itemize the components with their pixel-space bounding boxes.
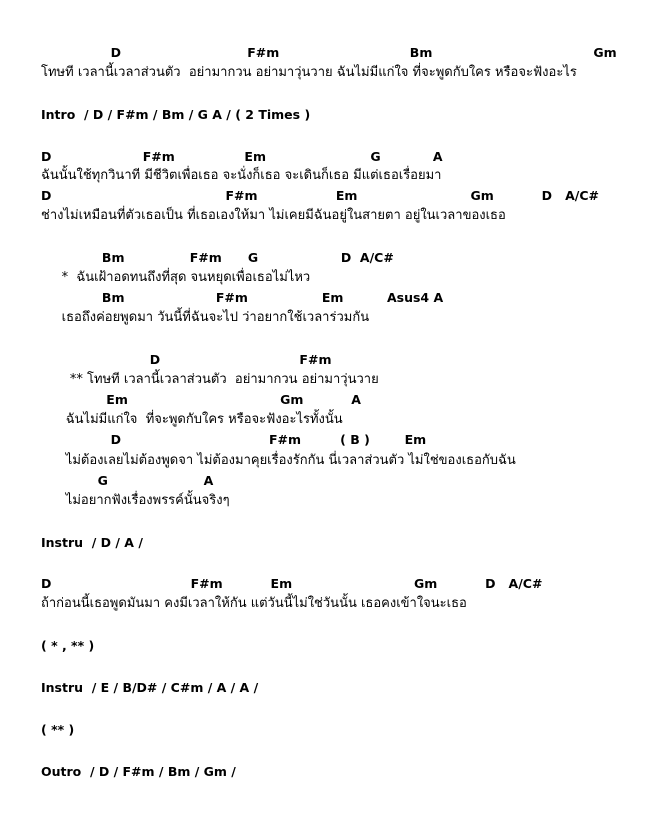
chord-line: D F#m Em Gm D A/C# <box>41 188 600 203</box>
lyric-line: ถ้าก่อนนี้เธอพูดมันมา คงมีเวลาให้กัน แต่วันนี้ไม่ใช่วันนั้น เธอคงเข้าใจนะเธอ <box>41 596 467 611</box>
lyric-line: เธอถึงค่อยพูดมา วันนี้ที่ฉันจะไป ว่าอยากใช้เวลาร่วมกัน <box>41 310 370 325</box>
outro-section: Outro / D / F#m / Bm / Gm / <box>41 764 236 779</box>
lyric-line: * ฉันเฝ้าอดทนถึงที่สุด จนหยุดเพื่อเธอไม่ไหว <box>41 270 311 285</box>
chord-line: Bm F#m Em Asus4 A <box>41 290 444 305</box>
lyric-line: ** โทษที เวลานี้เวลาส่วนตัว อย่ามากวน อย่ามาวุ่นวาย <box>41 372 379 387</box>
chord-line: D F#m ( B ) Em <box>41 432 427 447</box>
instru-section: Instru / D / A / <box>41 535 143 550</box>
intro-section: Intro / D / F#m / Bm / G A / ( 2 Times ) <box>41 107 311 122</box>
instru-section: Instru / E / B/D# / C#m / A / A / <box>41 680 259 695</box>
chord-line: D F#m Em G A <box>41 149 443 164</box>
lyric-line: ไม่ต้องเลยไม่ต้องพูดจา ไม่ต้องมาคุยเรื่องรักกัน นี่เวลาส่วนตัว ไม่ใช่ของเธอกับฉัน <box>41 453 516 468</box>
chord-line: D F#m Bm Gm <box>41 45 617 60</box>
chord-line: Bm F#m G D A/C# <box>41 250 394 265</box>
chord-line: D F#m Em Gm D A/C# <box>41 576 543 591</box>
chord-line: D F#m <box>41 352 332 367</box>
repeat-marker: ( ** ) <box>41 722 75 737</box>
chord-line: Em Gm A <box>41 392 361 407</box>
chord-line: G A <box>41 473 214 488</box>
lyric-line: ไม่อยากฟังเรื่องพรรค์นั้นจริงๆ <box>41 493 230 508</box>
lyric-line: ฉันไม่มีแก่ใจ ที่จะพูดกับใคร หรือจะฟังอะไรทั้งนั้น <box>41 412 343 427</box>
lyric-line: ช่างไม่เหมือนที่ตัวเธอเป็น ที่เธอเองให้มา ไม่เคยมีฉันอยู่ในสายตา อยู่ในเวลาของเธอ <box>41 208 506 223</box>
lyric-line: โทษที เวลานี้เวลาส่วนตัว อย่ามากวน อย่ามาวุ่นวาย ฉันไม่มีแก่ใจ ที่จะพูดกับใคร หรือจะฟังอะไร <box>41 65 577 80</box>
lyric-line: ฉันนั้นใช้ทุกวินาที มีชีวิตเพื่อเธอ จะนั่งก็เธอ จะเดินก็เธอ มีแต่เธอเรื่อยมา <box>41 168 442 183</box>
repeat-marker: ( * , ** ) <box>41 638 95 653</box>
